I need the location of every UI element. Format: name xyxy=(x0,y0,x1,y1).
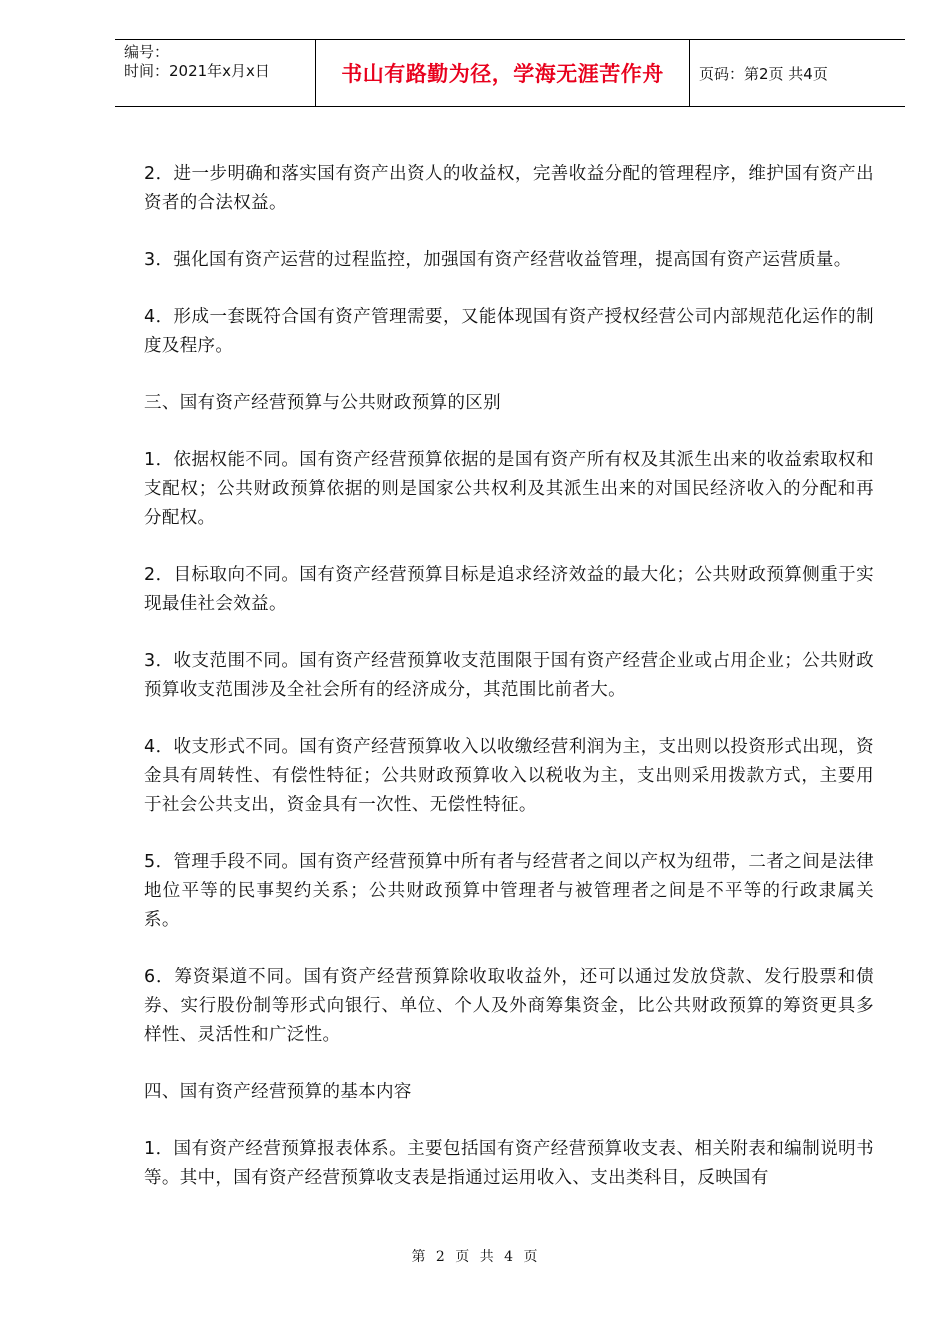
document-header xyxy=(115,39,905,107)
paragraph: 6．筹资渠道不同。国有资产经营预算除收取收益外，还可以通过发放贷款、发行股票和债券、实行股份制等形式向银行、单位、个人及外商筹集资金，比公共财政预算的筹资更具多样性、灵活性和广泛性。 xyxy=(144,967,874,1045)
paragraph: 1．依据权能不同。国有资产经营预算依据的是国有资产所有权及其派生出来的收益索取权和支配权；公共财政预算依据的则是国家公共权利及其派生出来的对国民经济收入的分配和再分配权。 xyxy=(144,450,874,528)
paragraph: 3．强化国有资产运营的过程监控，加强国有资产经营收益管理，提高国有资产运营质量。 xyxy=(144,250,852,270)
paragraph: 2．进一步明确和落实国有资产出资人的收益权，完善收益分配的管理程序，维护国有资产出资者的合法权益。 xyxy=(144,164,874,213)
motto-text: 书山有路勤为径，学海无涯苦作舟 xyxy=(341,61,664,86)
paragraph: 4．形成一套既符合国有资产管理需要，又能体现国有资产授权经营公司内部规范化运作的制度及程序。 xyxy=(144,307,874,356)
paragraph: 1．国有资产经营预算报表体系。主要包括国有资产经营预算收支表、相关附表和编制说明书等。其中，国有资产经营预算收支表是指通过运用收入、支出类科目，反映国有 xyxy=(144,1139,874,1188)
page-info-text: 页码：第2页 共4页 xyxy=(699,64,828,83)
footer-page-number: 第 2 页 共 4 页 xyxy=(411,1249,539,1265)
section-heading: 四、国有资产经营预算的基本内容 xyxy=(144,1082,412,1102)
time-label: 时间：2021年x月x日 xyxy=(124,62,270,80)
paragraph: 5．管理手段不同。国有资产经营预算中所有者与经营者之间以产权为纽带，二者之间是法律地位平等的民事契约关系；公共财政预算中管理者与被管理者之间是不平等的行政隶属关系。 xyxy=(144,852,874,930)
paragraph: 4．收支形式不同。国有资产经营预算收入以收缴经营利润为主，支出则以投资形式出现，资金具有周转性、有偿性特征；公共财政预算收入以税收为主，支出则采用拨款方式，主要用于社会公共支出，资金具有一次性、无偿性特征。 xyxy=(144,737,874,815)
page-footer xyxy=(0,1246,950,1266)
page-info-cell xyxy=(690,40,905,106)
paragraph: 2．目标取向不同。国有资产经营预算目标是追求经济效益的最大化；公共财政预算侧重于实现最佳社会效益。 xyxy=(144,565,874,614)
header-meta-cell xyxy=(115,40,316,106)
number-label: 编号： xyxy=(124,43,170,61)
paragraph: 3．收支范围不同。国有资产经营预算收支范围限于国有资产经营企业或占用企业；公共财政预算收支范围涉及全社会所有的经济成分，其范围比前者大。 xyxy=(144,651,874,700)
document-body xyxy=(144,160,874,1221)
section-heading: 三、国有资产经营预算与公共财政预算的区别 xyxy=(144,393,501,413)
motto-cell xyxy=(316,40,690,106)
